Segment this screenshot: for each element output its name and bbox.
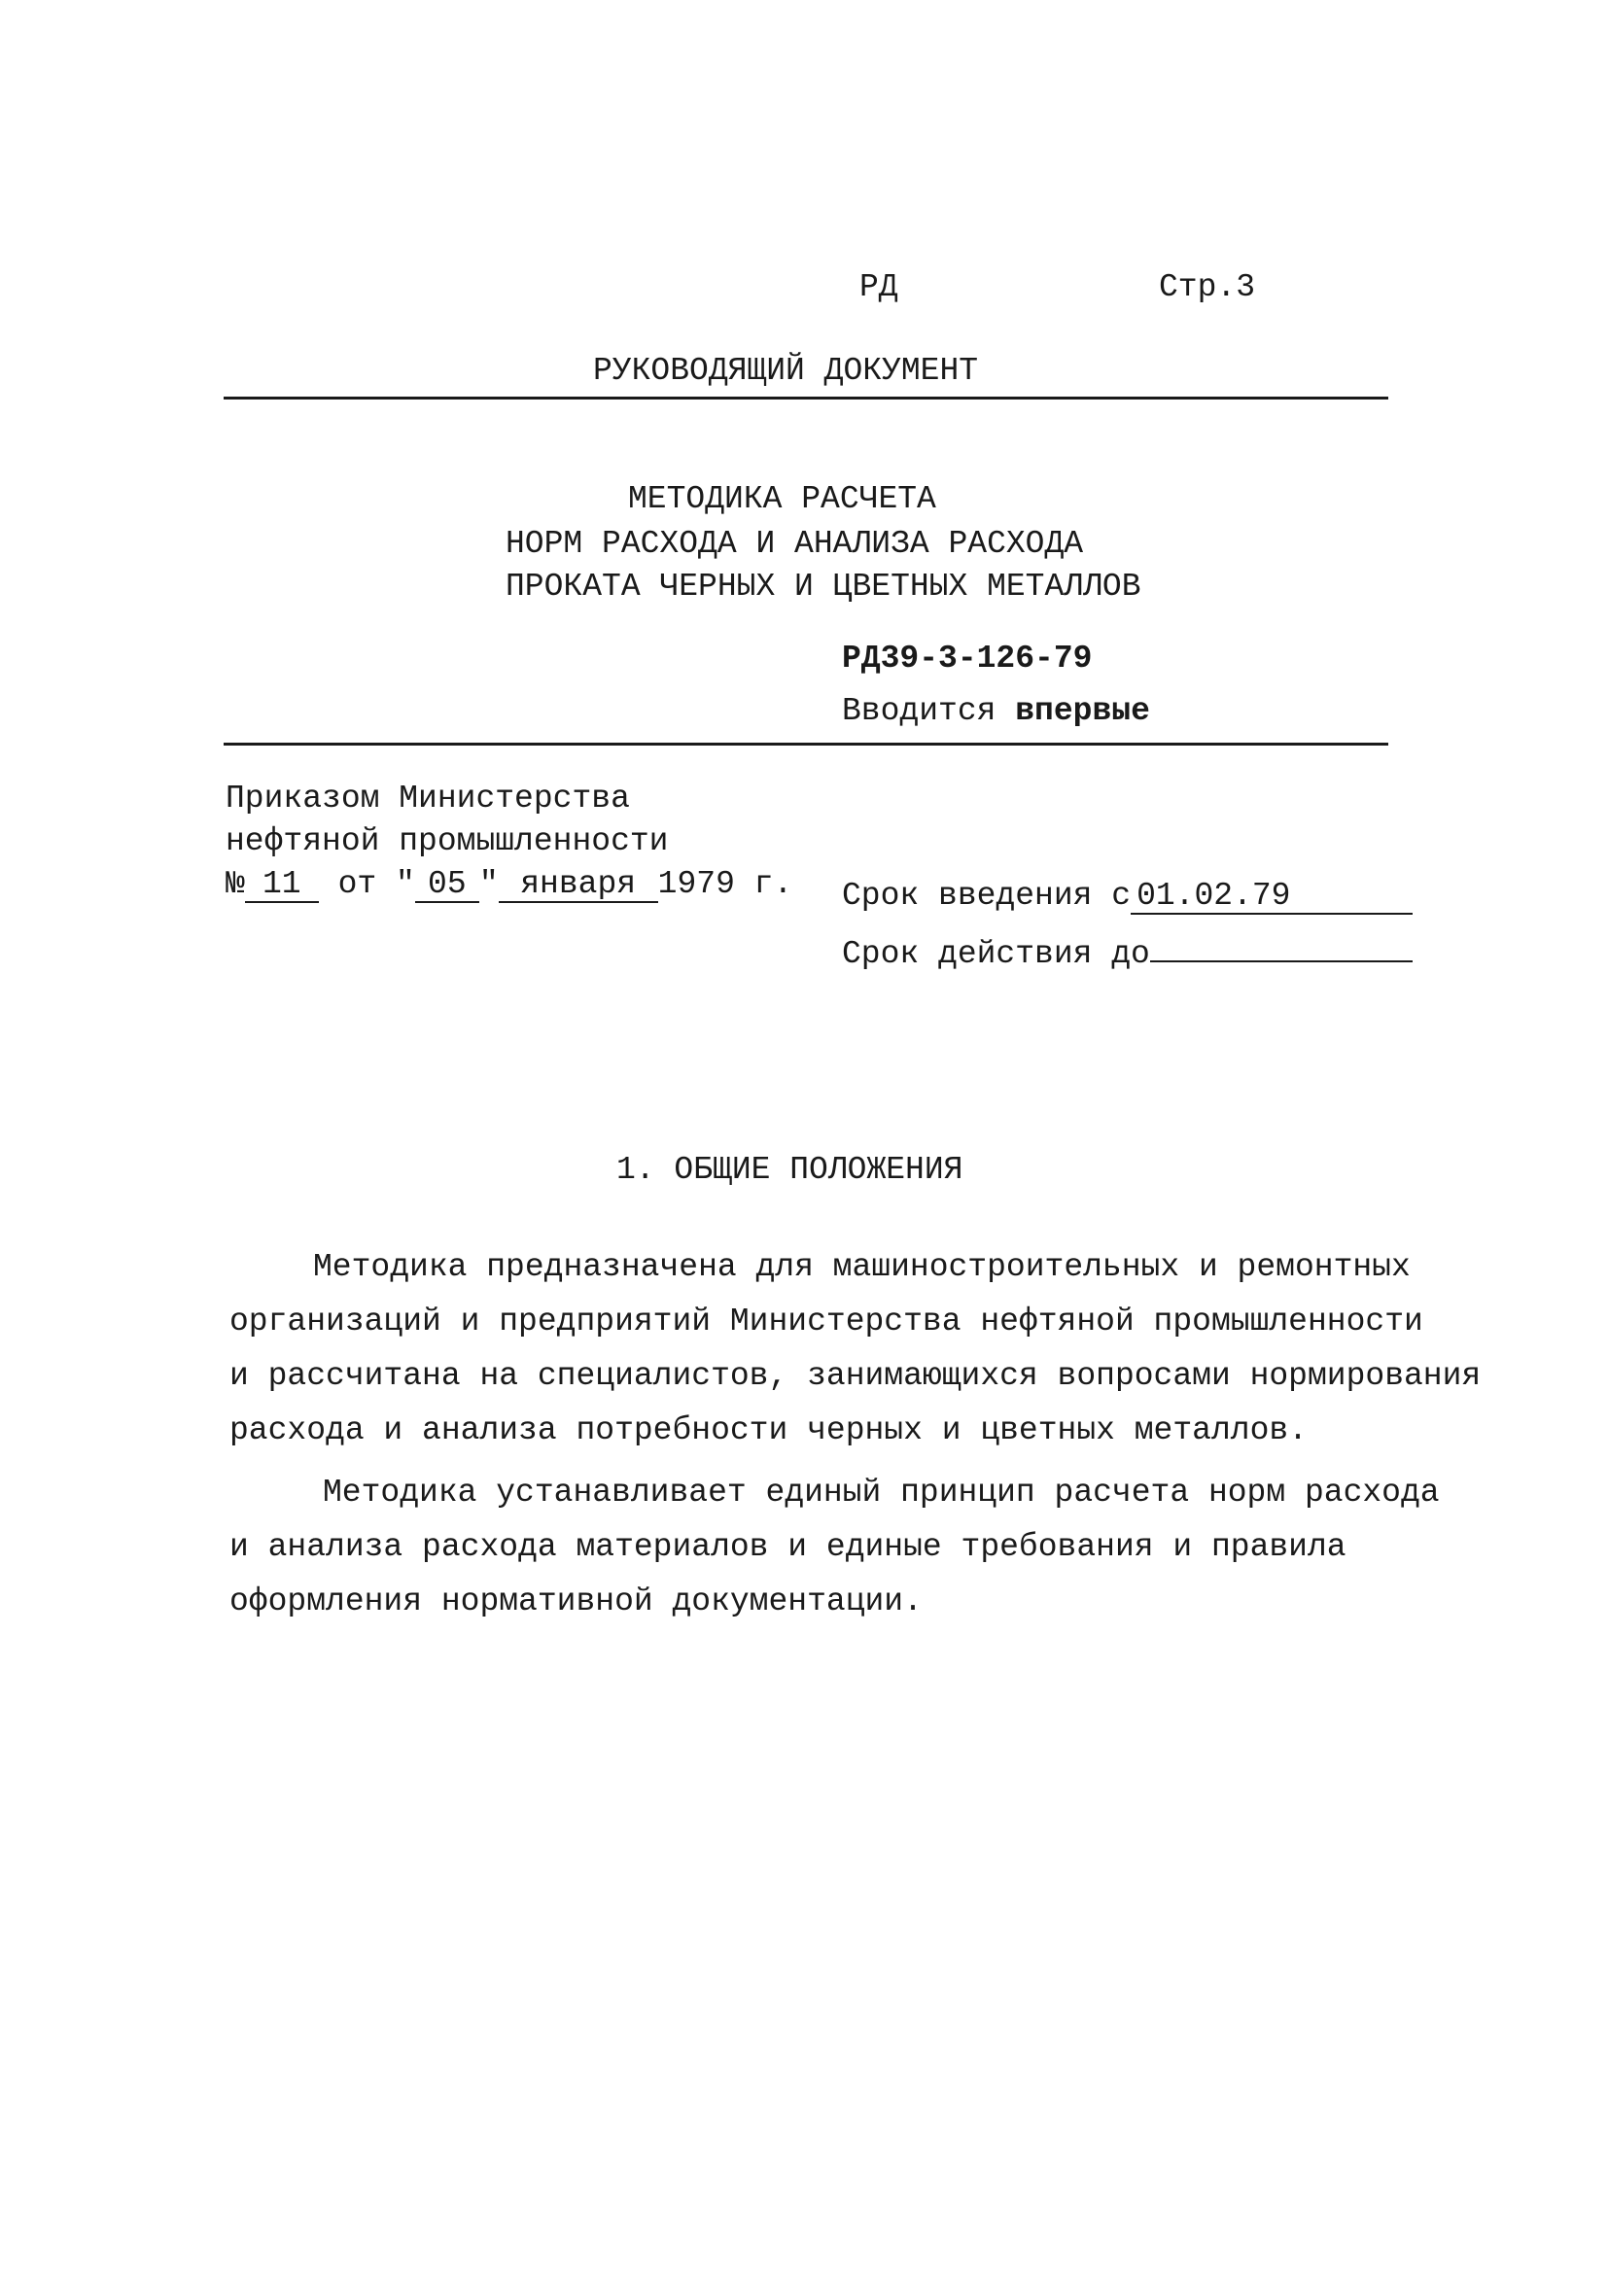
order-number-sign: № (226, 866, 245, 902)
document-type: РУКОВОДЯЩИЙ ДОКУМЕНТ (593, 353, 979, 389)
order-line-2: нефтяной промышленности (226, 823, 669, 859)
middle-rule (224, 743, 1388, 746)
end-date-value (1150, 960, 1413, 962)
end-date-line (842, 935, 1413, 974)
end-date-label: Срок действия до (842, 936, 1150, 972)
paragraph-2-line: Методика устанавливает единый принцип расчета норм расхода (323, 1475, 1440, 1511)
paragraph-2-line: и анализа расхода материалов и единые требования и правила (229, 1529, 1346, 1565)
title-line-3: ПРОКАТА ЧЕРНЫХ И ЦВЕТНЫХ МЕТАЛЛОВ (506, 569, 1141, 605)
section-heading: 1. ОБЩИЕ ПОЛОЖЕНИЯ (616, 1152, 963, 1188)
introduced-label: Вводится (842, 693, 996, 729)
order-number-date: № 11 от " 05 " января 1979 г. (226, 866, 793, 902)
introduced-line (842, 692, 1150, 731)
start-date-label: Срок введения с (842, 878, 1132, 914)
order-day: 05 (415, 868, 479, 903)
paragraph-1-line: Методика предназначена для машиностроительных и ремонтных (313, 1249, 1411, 1285)
paragraph-2-line: оформления нормативной документации. (229, 1583, 923, 1619)
page-number: Стр.3 (1159, 269, 1256, 305)
order-year: 1979 г. (657, 866, 793, 902)
paragraph-1-line: расхода и анализа потребности черных и цветных металлов. (229, 1412, 1308, 1448)
order-line-1: Приказом Министерства (226, 781, 630, 817)
top-rule (224, 397, 1388, 400)
paragraph-1-line: и рассчитана на специалистов, занимающихся вопросами нормирования (229, 1358, 1482, 1394)
title-line-2: НОРМ РАСХОДА И АНАЛИЗА РАСХОДА (506, 526, 1084, 562)
paragraph-2 (229, 1466, 1440, 1629)
introduced-value: впервые (1015, 693, 1150, 729)
start-date-line (842, 877, 1413, 916)
order-number: 11 (245, 868, 319, 903)
title-line-1: МЕТОДИКА РАСЧЕТА (628, 481, 936, 517)
document-number: РД39-3-126-79 (842, 641, 1093, 677)
order-month: января (499, 868, 658, 903)
header-code: РД (859, 269, 898, 305)
order-from-label: от (337, 866, 377, 902)
paragraph-1-line: организаций и предприятий Министерства нефтяной промышленности (229, 1304, 1423, 1339)
start-date-value: 01.02.79 (1131, 880, 1413, 915)
paragraph-1 (229, 1240, 1481, 1458)
